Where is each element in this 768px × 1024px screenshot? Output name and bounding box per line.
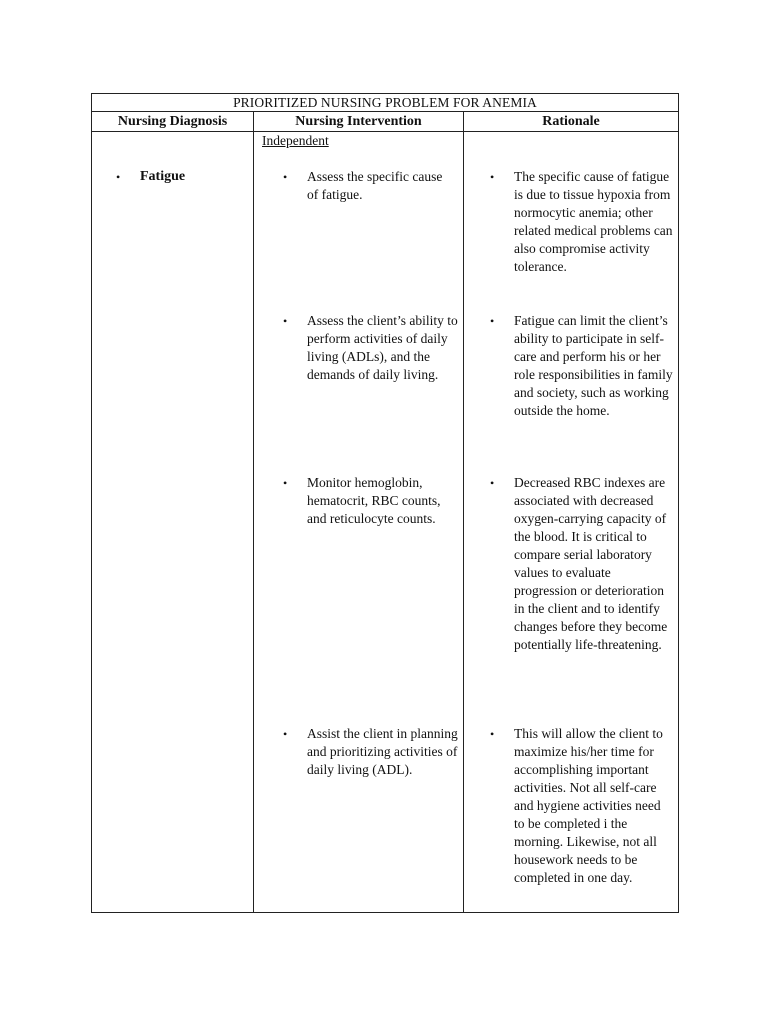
header-nursing-diagnosis: Nursing Diagnosis <box>92 112 254 132</box>
list-item <box>488 474 674 654</box>
intervention-cell <box>254 132 464 913</box>
list-item <box>488 168 674 276</box>
intervention-text: Assist the client in planning and prioritizing activities of daily living (ADL). <box>307 726 458 777</box>
title-row <box>92 94 679 112</box>
intervention-text: Monitor hemoglobin, hematocrit, RBC counts, and reticulocyte counts. <box>307 475 441 526</box>
list-item <box>488 725 674 887</box>
rationale-text: Fatigue can limit the client’s ability to participate in self-care and perform his or her role responsibilities in family and society, such as working outside the home. <box>514 313 673 418</box>
list-item <box>281 725 459 779</box>
bullet-icon: • <box>283 170 288 184</box>
bullet-icon: • <box>490 170 495 184</box>
header-row <box>92 112 679 132</box>
bullet-icon: • <box>490 314 495 328</box>
intervention-heading: Independent <box>262 133 329 148</box>
bullet-icon: • <box>490 476 495 490</box>
list-item <box>488 312 674 420</box>
diagnosis-text: Fatigue <box>140 169 186 184</box>
diagnosis-cell <box>92 132 254 913</box>
list-item <box>281 474 459 528</box>
header-rationale: Rationale <box>464 112 679 132</box>
nursing-care-table <box>91 93 679 913</box>
list-item <box>281 312 459 384</box>
header-nursing-intervention: Nursing Intervention <box>254 112 464 132</box>
table-title: PRIORITIZED NURSING PROBLEM FOR ANEMIA <box>92 94 679 112</box>
content-row <box>92 132 679 913</box>
rationale-text: The specific cause of fatigue is due to tissue hypoxia from normocytic anemia; other related medical problems can also compromise activity tolerance. <box>514 169 673 274</box>
rationale-text: This will allow the client to maximize his/her time for accomplishing important activities. Not all self-care and hygiene activities need to be completed i the morning. Likewise, not all housework needs to be completed in one day. <box>514 726 663 885</box>
bullet-icon: • <box>116 170 121 184</box>
bullet-icon: • <box>283 727 288 741</box>
rationale-text: Decreased RBC indexes are associated with decreased oxygen-carrying capacity of the blood. It is critical to compare serial laboratory values to evaluate progression or deterioration in the client and to identify changes before they become potentially life-threatening. <box>514 475 668 652</box>
intervention-text: Assess the client’s ability to perform activities of daily living (ADLs), and the demands of daily living. <box>307 313 458 382</box>
intervention-text: Assess the specific cause of fatigue. <box>307 169 443 202</box>
rationale-cell <box>464 132 679 913</box>
bullet-icon: • <box>283 314 288 328</box>
list-item <box>281 168 453 204</box>
bullet-icon: • <box>490 727 495 741</box>
bullet-icon: • <box>283 476 288 490</box>
diagnosis-item <box>114 168 244 186</box>
